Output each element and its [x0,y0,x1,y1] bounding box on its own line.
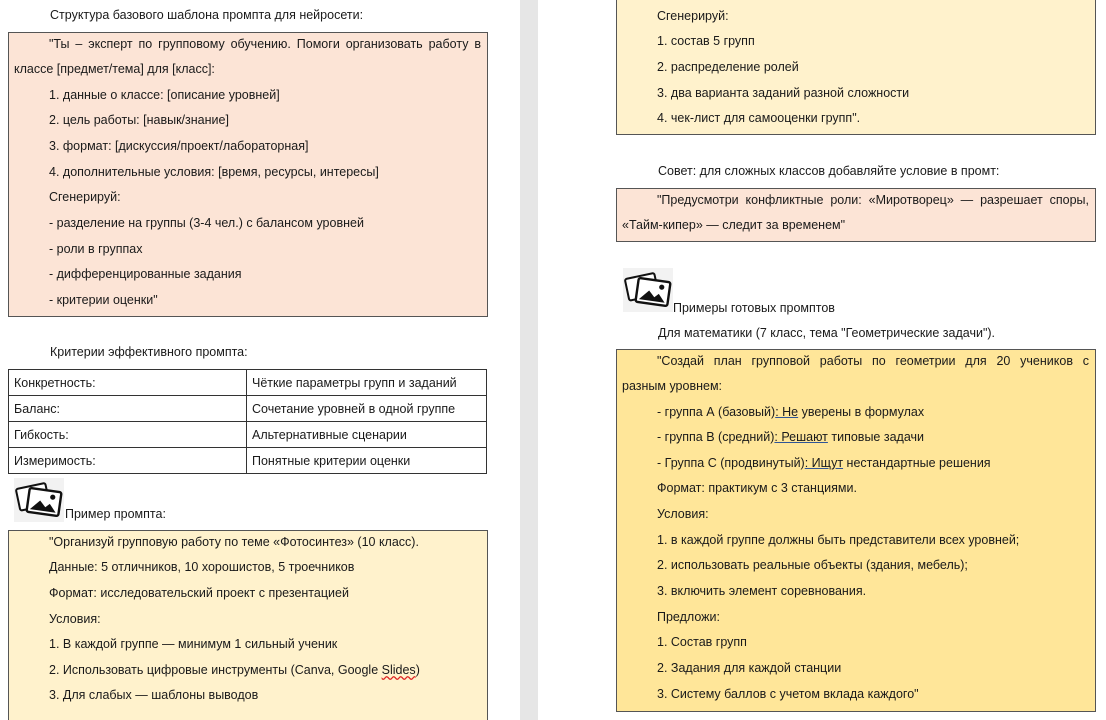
template-line: 2. цель работы: [навык/знание] [49,113,229,127]
template-line: "Ты – эксперт по групповому обучению. Помоги организовать работу в [49,37,481,51]
criteria-description: Чёткие параметры групп и заданий [247,370,487,396]
template-line: - критерии оценки" [49,293,158,307]
group-line: - группа А (базовый): Не уверены в формулах [657,405,925,419]
math-line: "Создай план групповой работы по геометрии для 20 учеников с [657,354,1089,368]
math-line: 3. включить элемент соревнования. [657,584,867,598]
misspelled-word: Slides [381,663,416,677]
images-icon [14,478,64,522]
heading-example: Пример промпта: [65,507,166,521]
table-row [9,422,487,448]
criteria-name: Баланс: [9,396,247,422]
template-line: классе [предмет/тема] для [класс]: [14,62,215,76]
criteria-name: Гибкость: [9,422,247,448]
example-line: 2. распределение ролей [657,60,799,74]
example-line: 1. состав 5 групп [657,34,755,48]
math-line: разным уровнем: [622,379,723,393]
criteria-description: Понятные критерии оценки [247,448,487,474]
template-line: - дифференцированные задания [49,267,242,281]
example-line: 2. Использовать цифровые инструменты (Canva, Google Slides) [49,663,420,677]
template-line: Сгенерируй: [49,190,121,204]
math-line: 1. Состав групп [657,635,747,649]
template-line: 4. дополнительные условия: [время, ресурсы, интересы] [49,165,379,179]
heading-ready-prompts: Примеры готовых промптов [673,301,835,315]
example-line: "Организуй групповую работу по теме «Фотосинтез» (10 класс). [49,535,419,549]
template-line: 3. формат: [дискуссия/проект/лабораторная] [49,139,309,153]
criteria-name: Измеримость: [9,448,247,474]
template-prompt-box [8,32,488,317]
criteria-table [8,369,487,474]
heading-criteria: Критерии эффективного промпта: [50,345,248,359]
math-line: 2. Задания для каждой станции [657,661,842,675]
table-row [9,396,487,422]
group-line: - Группа C (продвинутый): Ищут нестандартные решения [657,456,991,470]
template-line: 1. данные о классе: [описание уровней] [49,88,280,102]
example-line: 3. два варианта заданий разной сложности [657,86,910,100]
math-line: Формат: практикум с 3 станциями. [657,481,857,495]
example-line: 1. В каждой группе — минимум 1 сильный ученик [49,637,338,651]
example-line: Данные: 5 отличников, 10 хорошистов, 5 троечников [49,560,355,574]
math-line: Условия: [657,507,709,521]
math-subtitle: Для математики (7 класс, тема "Геометрические задачи"). [658,326,996,340]
tip-prompt-box [616,188,1096,242]
images-icon [623,268,673,312]
math-line: 2. использовать реальные объекты (здания, мебель); [657,558,968,572]
math-line: Предложи: [657,610,720,624]
math-prompt-box [616,349,1096,712]
table-row [9,370,487,396]
math-line: 3. Систему баллов с учетом вклада каждого" [657,687,919,701]
template-line: - роли в группах [49,242,143,256]
example-line: Сгенерируй: [657,9,729,23]
tip-line: «Тайм-кипер» — следит за временем" [622,218,846,232]
template-line: - разделение на группы (3-4 чел.) с балансом уровней [49,216,364,230]
example-line: Формат: исследовательский проект с презентацией [49,586,349,600]
tip-line: "Предусмотри конфликтные роли: «Миротворец» — разрешает споры, [657,193,1089,207]
example-line: 4. чек-лист для самооценки групп". [657,111,861,125]
document-page-right [538,0,1106,720]
math-line: 1. в каждой группе должны быть представители всех уровней; [657,533,1020,547]
group-line: - группа B (средний): Решают типовые задачи [657,430,925,444]
example-line: Условия: [49,612,101,626]
table-row [9,448,487,474]
criteria-description: Сочетание уровней в одной группе [247,396,487,422]
criteria-description: Альтернативные сценарии [247,422,487,448]
criteria-name: Конкретность: [9,370,247,396]
example-line: 3. Для слабых — шаблоны выводов [49,688,259,702]
example-prompt-continued-box [616,0,1096,135]
heading-structure: Структура базового шаблона промпта для нейросети: [50,8,364,22]
example-prompt-box [8,530,488,720]
tip-heading: Совет: для сложных классов добавляйте условие в промт: [658,164,1000,178]
document-page-left [0,0,520,720]
